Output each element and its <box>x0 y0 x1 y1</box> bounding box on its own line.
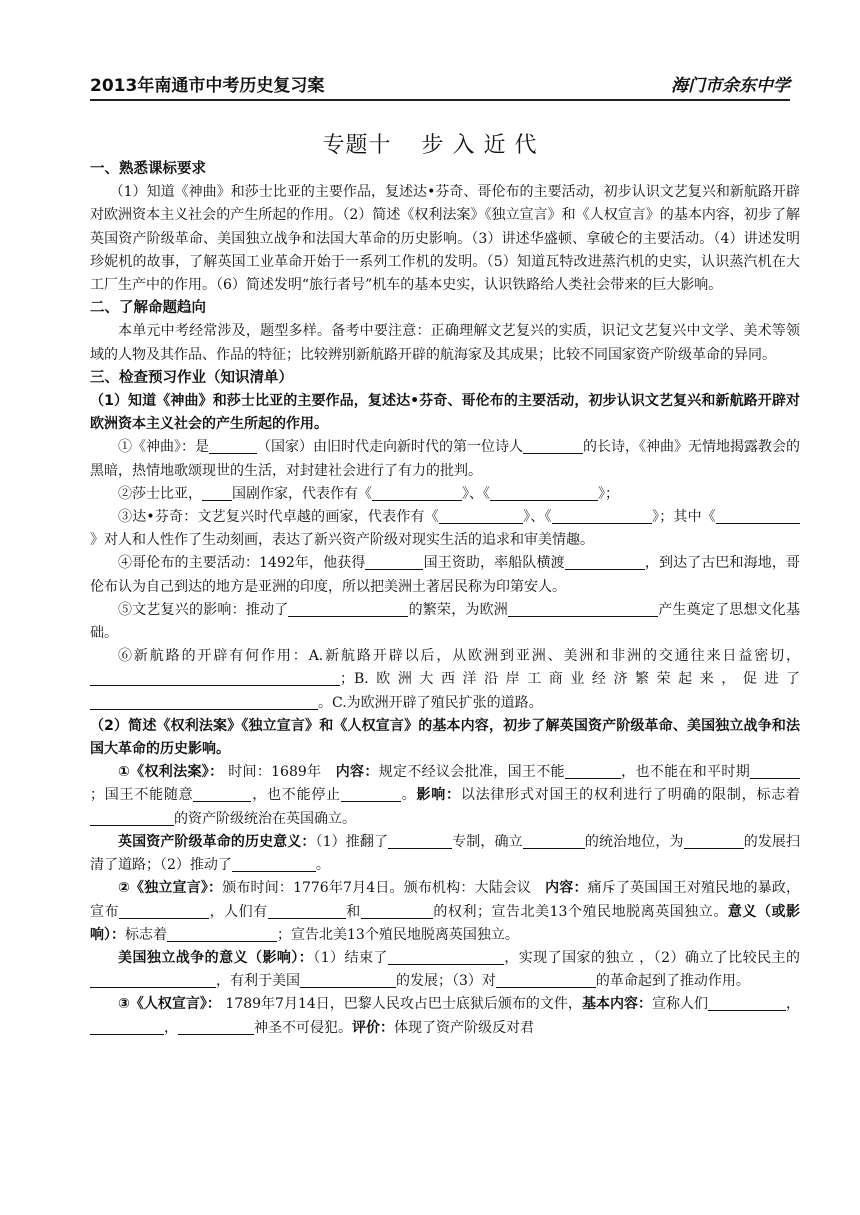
fill-blank[interactable] <box>716 507 800 524</box>
item-new-route: ⑥新航路的开辟有何作用：A.新航路开辟以后，从欧洲到亚洲、美洲和非洲的交通往来日益密切，；B.欧洲大西洋沿岸工商业经济繁荣起来，促进了。C.为欧洲开辟了殖民扩张的道路。 <box>90 645 800 715</box>
item-declaration-rights-of-man: ③《人权宣言》： 1789年7月14日，巴黎人民攻占巴士底狱后颁布的文件，基本内容：宣称人们 ，， 神圣不可侵犯。评价：体现了资产阶级反对君 <box>90 993 800 1039</box>
fill-blank[interactable] <box>523 832 585 849</box>
fill-blank[interactable] <box>167 925 277 942</box>
fill-blank[interactable] <box>388 948 504 965</box>
page-header <box>90 69 790 101</box>
item-shakespeare: ②莎士比亚， 国剧作家，代表作有《 》、《 》； <box>118 485 619 502</box>
fill-blank[interactable] <box>193 785 251 802</box>
item-american-war: 美国独立战争的意义（影响）：（1）结束了 ，实现了国家的独立 ，（2）确立了比较民主的，有利于美国 的发展；（3）对 的革命起到了推动作用。 <box>90 947 800 993</box>
fill-blank[interactable] <box>508 600 658 617</box>
fill-blank[interactable] <box>288 600 408 617</box>
fill-blank[interactable] <box>90 971 216 988</box>
fill-blank[interactable] <box>439 507 523 524</box>
fill-blank[interactable] <box>90 669 340 686</box>
fill-blank[interactable] <box>232 855 316 872</box>
fill-blank[interactable] <box>684 832 744 849</box>
item-bill-of-rights: ①《权利法案》： 时间：1689年 内容：规定不经议会批准，国王不能 ，也不能在和平时期；国王不能随意 ，也不能停止 。影响：以法律形式对国王的权利进行了明确的限制，标志着的资产阶级统治在英国确立。 <box>90 764 801 827</box>
title-main: 专题十 <box>322 133 392 158</box>
item-english-revolution: 英国资产阶级革命的历史意义：（1）推翻了 专制，确立 的统治地位，为 的发展扫清了道路；（2）推动了 。 <box>90 833 801 874</box>
item-columbus: ④哥伦布的主要活动：1492年，他获得 国王资助，率船队横渡 ，到达了古巴和海地，哥伦布认为自己到达的地方是亚洲的印度，所以把美洲土著居民称为印第安人。 <box>90 555 800 595</box>
header-title: 2013年南通市中考历史复习案 <box>90 76 325 96</box>
question-2: （2）简述《权利法案》《独立宣言》和《人权宣言》的基本内容，初步了解英国资产阶级革命、美国独立战争和法国大革命的历史影响。 <box>90 717 800 758</box>
item-davinci: ③达•芬奇：文艺复兴时代卓越的画家，代表作有《 》、《 》；其中《》对人和人性作了生动刻画，表达了新兴资产阶级对现实生活的追求和审美情趣。 <box>90 506 800 552</box>
fill-blank[interactable] <box>178 1018 254 1035</box>
fill-blank[interactable] <box>202 484 232 501</box>
section-heading-3: 三、检查预习作业（知识清单） <box>90 369 293 386</box>
fill-blank[interactable] <box>372 484 462 501</box>
question-1: （1）知道《神曲》和莎士比亚的主要作品，复述达•芬奇、哥伦布的主要活动，初步认识文艺复兴和新航路开辟对欧洲资本主义社会的产生所起的作用。 <box>90 393 800 433</box>
section-text-1: （1）知道《神曲》和莎士比亚的主要作品，复述达•芬奇、哥伦布的主要活动，初步认识文艺复兴和新航路开辟对欧洲资本主义社会的产生所起的作用。（2）简述《权利法案》《独立宣言》和《人权宣言》的基本内容，初步了解英国资产阶级革命、美国独立战争和法国大革命的历史影响。（3）讲述华盛顿、拿破仑的主要活动。（4）讲述发明珍妮机的故事，了解英国工业革命开始于一系列工作机的发明。（5）知道瓦特改进蒸汽机的史实，认识蒸汽机在大工厂生产中的作用。（6）简述发明“旅行者号”机车的基本史实，认识铁路给人类社会带来的巨大影响。 <box>90 184 800 294</box>
fill-blank[interactable] <box>365 553 423 570</box>
item-renaissance-impact: ⑤文艺复兴的影响：推动了 的繁荣，为欧洲 产生奠定了思想文化基础。 <box>90 601 801 642</box>
section-text-2: 本单元中考经常涉及，题型多样。备考中要注意：正确理解文艺复兴的实质，识记文艺复兴中文学、美术等领域的人物及其作品、作品的特征；比较辨别新航路开辟的航海家及其成果；比较不同国家资产阶级革命的异同。 <box>90 323 800 363</box>
fill-blank[interactable] <box>388 832 452 849</box>
page-title <box>0 128 860 159</box>
document-body <box>90 158 800 1040</box>
fill-blank[interactable] <box>300 971 396 988</box>
fill-blank[interactable] <box>750 762 800 779</box>
fill-blank[interactable] <box>90 1018 164 1035</box>
fill-blank[interactable] <box>552 507 652 524</box>
section-heading-1: 一、熟悉课标要求 <box>90 161 206 177</box>
fill-blank[interactable] <box>490 484 598 501</box>
fill-blank[interactable] <box>565 762 621 779</box>
header-school: 海门市余东中学 <box>671 76 790 96</box>
section-heading-2: 二、了解命题趋向 <box>90 300 206 317</box>
fill-blank[interactable] <box>90 809 174 826</box>
fill-blank[interactable] <box>209 437 257 454</box>
fill-blank[interactable] <box>268 902 346 919</box>
item-declaration-independence: ②《独立宣言》：颁布时间：1776年7月4日。颁布机构：大陆会议 内容：痛斥了英国国王对殖民地的暴政，宣布 ，人们有 和 的权利；宣告北美13个殖民地脱离英国独立。意义（或影响）：标志着 ；宣告北美13个殖民地脱离英国独立。 <box>90 880 801 943</box>
fill-blank[interactable] <box>119 902 209 919</box>
fill-blank[interactable] <box>523 437 583 454</box>
fill-blank[interactable] <box>708 994 786 1011</box>
fill-blank[interactable] <box>361 902 433 919</box>
fill-blank[interactable] <box>341 785 401 802</box>
fill-blank[interactable] <box>565 553 645 570</box>
item-shenqu: ①《神曲》：是 （国家）由旧时代走向新时代的第一位诗人 的长诗，《神曲》无情地揭露教会的黑暗，热情地歌颂现世的生活，对封建社会进行了有力的批判。 <box>90 439 800 479</box>
fill-blank[interactable] <box>496 971 596 988</box>
title-sub: 步 入 近 代 <box>421 133 538 158</box>
fill-blank[interactable] <box>90 693 318 710</box>
